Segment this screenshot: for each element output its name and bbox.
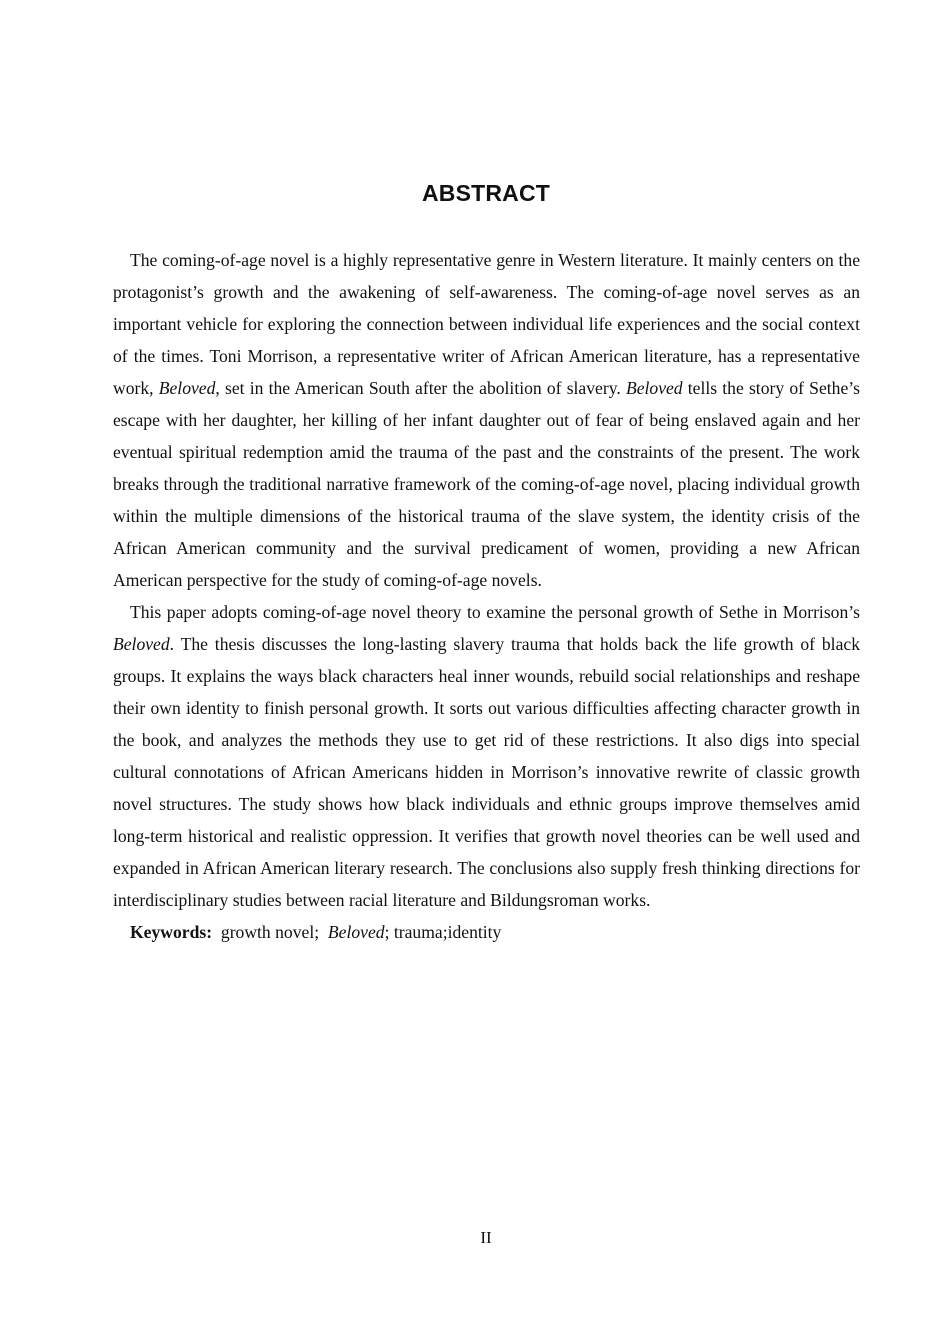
page-number: II [480,1228,492,1247]
paragraph-1-text-b: , set in the American South after the abolition of slavery. [215,378,626,398]
book-title-beloved: Beloved [625,378,683,398]
abstract-body [113,244,860,948]
abstract-heading: ABSTRACT [421,180,551,206]
keyword-trauma-identity: ; trauma;identity [384,922,502,942]
keyword-beloved: Beloved [327,922,385,942]
abstract-paragraph-1 [113,244,860,596]
book-title-beloved: Beloved [158,378,216,398]
abstract-paragraph-2 [113,596,860,916]
paragraph-2-text-b: . The thesis discusses the long-lasting slavery trauma that holds back the life growth of black groups. It explains the ways black characters heal inner wounds, rebuild social relationships and reshape their own identity to finish personal growth. It sorts out various difficulties affecting character growth in the book, and analyzes the methods they use to get rid of these restrictions. It also digs into special cultural connotations of African Americans hidden in Morrison’s innovative rewrite of classic growth novel structures. The study shows how black individuals and ethnic groups improve themselves amid long-term historical and realistic oppression. It verifies that growth novel theories can be well used and expanded in African American literary research. The conclusions also supply fresh thinking directions for interdisciplinary studies between racial literature and Bildungsroman works. [113,634,860,910]
paragraph-1-text-a: The coming-of-age novel is a highly representative genre in Western literature. It mainly centers on the protagonist’s growth and the awakening of self-awareness. The coming-of-age novel serves as an important vehicle for exploring the connection between individual life experiences and the social context of the times. Toni Morrison, a representative writer of African American literature, has a representative work, [113,250,860,398]
paragraph-1-text-c: tells the story of Sethe’s escape with her daughter, her killing of her infant daughter out of fear of being enslaved again and her eventual spiritual redemption amid the trauma of the past and the constraints of the present. The work breaks through the traditional narrative framework of the coming-of-age novel, placing individual growth within the multiple dimensions of the historical trauma of the slave system, the identity crisis of the African American community and the survival predicament of women, providing a new African American perspective for the study of coming-of-age novels. [113,378,860,590]
keywords-label: Keywords: [130,922,213,942]
book-title-beloved: Beloved [113,634,170,654]
paragraph-2-text-a: This paper adopts coming-of-age novel theory to examine the personal growth of Sethe in Morrison’s [130,602,860,622]
keywords-line [113,916,860,948]
keyword-growth-novel: growth novel; [220,922,320,942]
